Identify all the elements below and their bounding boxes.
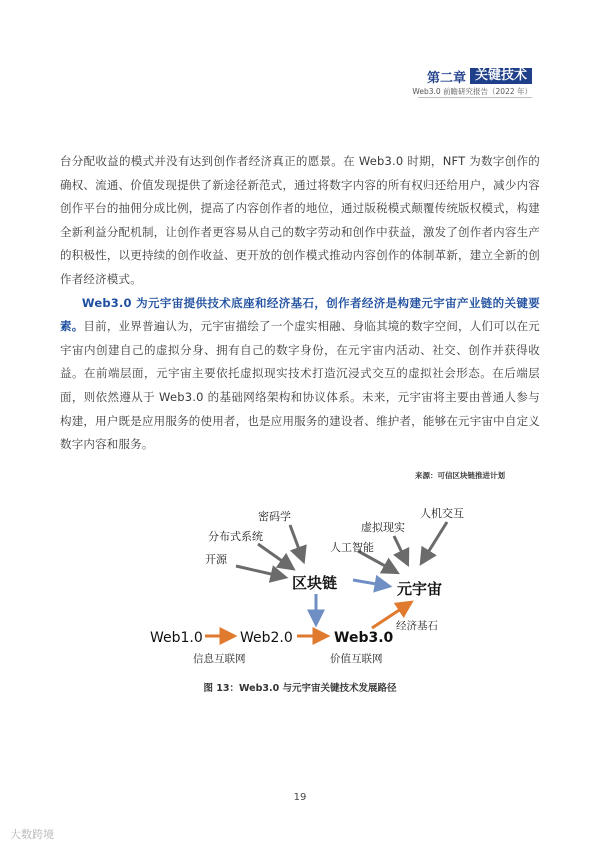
node-vr: 虚拟现实 xyxy=(361,521,405,534)
node-distributed: 分布式系统 xyxy=(208,530,263,543)
node-blockchain: 区块链 xyxy=(292,574,338,592)
arrow-ai-metaverse xyxy=(358,551,396,572)
node-web2: Web2.0 xyxy=(240,630,293,646)
node-web1: Web1.0 xyxy=(150,630,203,646)
node-metaverse: 元宇宙 xyxy=(397,580,443,598)
node-ai: 人工智能 xyxy=(330,541,374,554)
report-subtitle: Web3.0 前瞻研究报告（2022 年） xyxy=(412,87,532,96)
paragraph-1: 台分配收益的模式并没有达到创作者经济真正的愿景。在 Web3.0 时期，NFT 为数字创作的确权、流通、价值发现提供了新途径新范式，通过将数字内容的所有权归还给用户，减少内容创作平台的抽佣分成比例，提高了内容创作者的地位，通过版税模式颠覆传统版权模式，构建全新利益分配机制，让创作者更容易从自己的数字劳动和创作中获益，激发了创作者内容生产的积极性，以更持续的创作收益、更开放的创作模式推动内容创作的体制革新，建立全新的创作者经济模式。 xyxy=(60,154,540,286)
node-cryptography: 密码学 xyxy=(258,510,291,523)
node-web3-sub: 价值互联网 xyxy=(330,653,383,665)
chapter-title: 关键技术 xyxy=(470,68,532,84)
paragraph-2-highlight: Web3.0 为元宇宙提供技术底座和经济基石，创作者经济是构建元宇宙产业链的关键要素。 xyxy=(60,295,540,334)
arrow-distributed-blockchain xyxy=(258,544,292,568)
arrow-opensource-blockchain xyxy=(236,566,284,577)
chapter-number: 第二章 xyxy=(426,70,466,86)
arrow-vr-metaverse xyxy=(394,536,407,563)
arrow-cryptography-blockchain xyxy=(290,525,303,560)
figure-caption: 图 13：Web3.0 与元宇宙关键技术发展路径 xyxy=(203,683,397,694)
label-economic-base: 经济基石 xyxy=(396,620,438,632)
figure-source: 来源：可信区块链推进计划 xyxy=(415,471,505,480)
arrow-blockchain-metaverse xyxy=(353,580,388,586)
node-web1-sub: 信息互联网 xyxy=(193,653,246,665)
page-number: 19 xyxy=(293,792,307,803)
node-web3: Web3.0 xyxy=(334,630,394,646)
paragraph-2-text: 目前，业界普遍认为，元宇宙描绘了一个虚实相融、身临其境的数字空间，人们可以在元宇宙内创建自己的虚拟分身、拥有自己的数字身份，在元宇宙内活动、社交、创作并获得收益。在前端层面，元宇宙主要依托虚拟现实技术打造沉浸式交互的虚拟社会形态。在后端层面，则依然遵从于 Web3.0 的基础网络架构和协议体系。未来，元宇宙将主要由普通人参与构建，用户既是应用服务的使用者，也是应用服务的建设者、维护者，能够在元宇宙中自定义数字内容和服务。 xyxy=(60,319,540,452)
arrow-hci-metaverse xyxy=(422,522,447,562)
node-hci: 人机交互 xyxy=(420,507,464,520)
node-opensource: 开源 xyxy=(205,553,227,566)
watermark: 大数跨境 xyxy=(10,828,54,841)
